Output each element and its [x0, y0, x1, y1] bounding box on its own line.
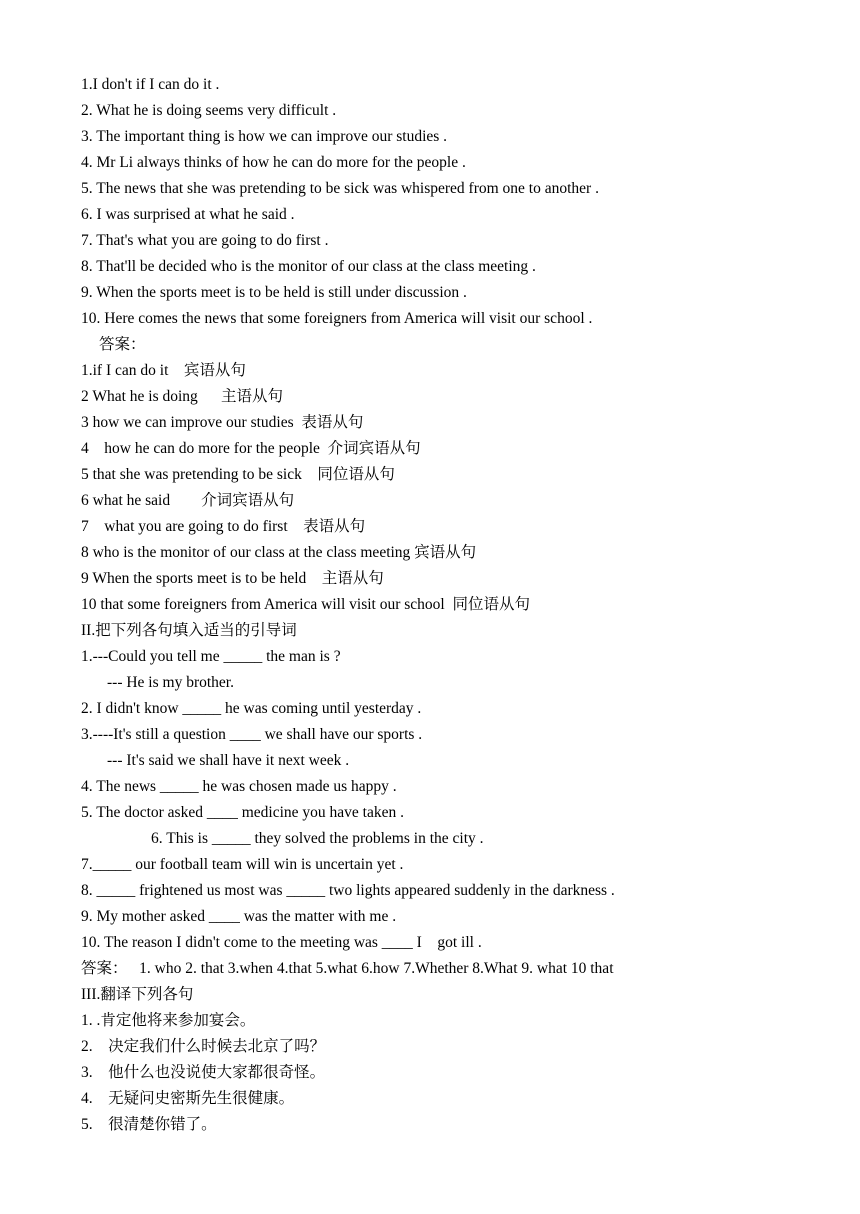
section-2-answer-key: 答案： 1. who 2. that 3.when 4.that 5.what 6.how 7.Whether 8.What 9. what 10 that	[81, 960, 614, 977]
section-3-heading: III.翻译下列各句	[81, 986, 194, 1003]
answer-1: 1.if I can do it 宾语从句	[81, 362, 246, 379]
question-7: 7._____ our football team will win is uncertain yet .	[81, 856, 404, 873]
question-1-reply: --- He is my brother.	[107, 674, 234, 691]
answer-3: 3 how we can improve our studies 表语从句	[81, 414, 364, 431]
translation-item-4: 4. 无疑问史密斯先生很健康。	[81, 1090, 295, 1107]
question-2: 2. I didn't know _____ he was coming until yesterday .	[81, 700, 422, 717]
answer-6: 6 what he said 介词宾语从句	[81, 492, 295, 509]
answer-7: 7 what you are going to do first 表语从句	[81, 518, 366, 535]
question-5: 5. The doctor asked ____ medicine you have taken .	[81, 804, 404, 821]
sentence-2: 2. What he is doing seems very difficult .	[81, 102, 337, 119]
sentence-7: 7. That's what you are going to do first .	[81, 232, 329, 249]
translation-item-3: 3. 他什么也没说使大家都很奇怪。	[81, 1064, 326, 1081]
question-3: 3.----It's still a question ____ we shall have our sports .	[81, 726, 423, 743]
document-page	[81, 72, 801, 1138]
question-9: 9. My mother asked ____ was the matter with me .	[81, 908, 397, 925]
question-4: 4. The news _____ he was chosen made us happy .	[81, 778, 397, 795]
sentence-5: 5. The news that she was pretending to be sick was whispered from one to another .	[81, 180, 599, 197]
sentence-9: 9. When the sports meet is to be held is still under discussion .	[81, 284, 467, 301]
section-2-questions	[81, 644, 801, 956]
section-3-items	[81, 1008, 801, 1138]
answer-5: 5 that she was pretending to be sick 同位语从句	[81, 466, 395, 483]
sentence-10: 10. Here comes the news that some foreigners from America will visit our school .	[81, 310, 593, 327]
section-1-sentences	[81, 72, 801, 332]
question-10: 10. The reason I didn't come to the meeting was ____ I got ill .	[81, 934, 482, 951]
translation-item-2: 2. 决定我们什么时候去北京了吗？	[81, 1038, 326, 1055]
sentence-4: 4. Mr Li always thinks of how he can do more for the people .	[81, 154, 466, 171]
answer-8: 8 who is the monitor of our class at the class meeting 宾语从句	[81, 544, 477, 561]
answer-label: 答案：	[99, 336, 146, 353]
translation-item-1: 1. .肯定他将来参加宴会。	[81, 1012, 256, 1029]
question-1: 1.---Could you tell me _____ the man is ?	[81, 648, 341, 665]
translation-item-5: 5. 很清楚你错了。	[81, 1116, 217, 1133]
section-2-heading: II.把下列各句填入适当的引导词	[81, 622, 297, 639]
sentence-6: 6. I was surprised at what he said .	[81, 206, 295, 223]
answer-10: 10 that some foreigners from America will visit our school 同位语从句	[81, 596, 530, 613]
question-3-reply: --- It's said we shall have it next week .	[107, 752, 350, 769]
answer-9: 9 When the sports meet is to be held 主语从句	[81, 570, 384, 587]
sentence-1: 1.I don't if I can do it .	[81, 76, 220, 93]
answer-4: 4 how he can do more for the people 介词宾语从句	[81, 440, 421, 457]
sentence-8: 8. That'll be decided who is the monitor of our class at the class meeting .	[81, 258, 536, 275]
question-8: 8. _____ frightened us most was _____ two lights appeared suddenly in the darkness .	[81, 882, 615, 899]
sentence-3: 3. The important thing is how we can improve our studies .	[81, 128, 448, 145]
section-1-answers	[81, 358, 801, 618]
question-6: 6. This is _____ they solved the problems in the city .	[151, 830, 484, 847]
answer-2: 2 What he is doing 主语从句	[81, 388, 284, 405]
